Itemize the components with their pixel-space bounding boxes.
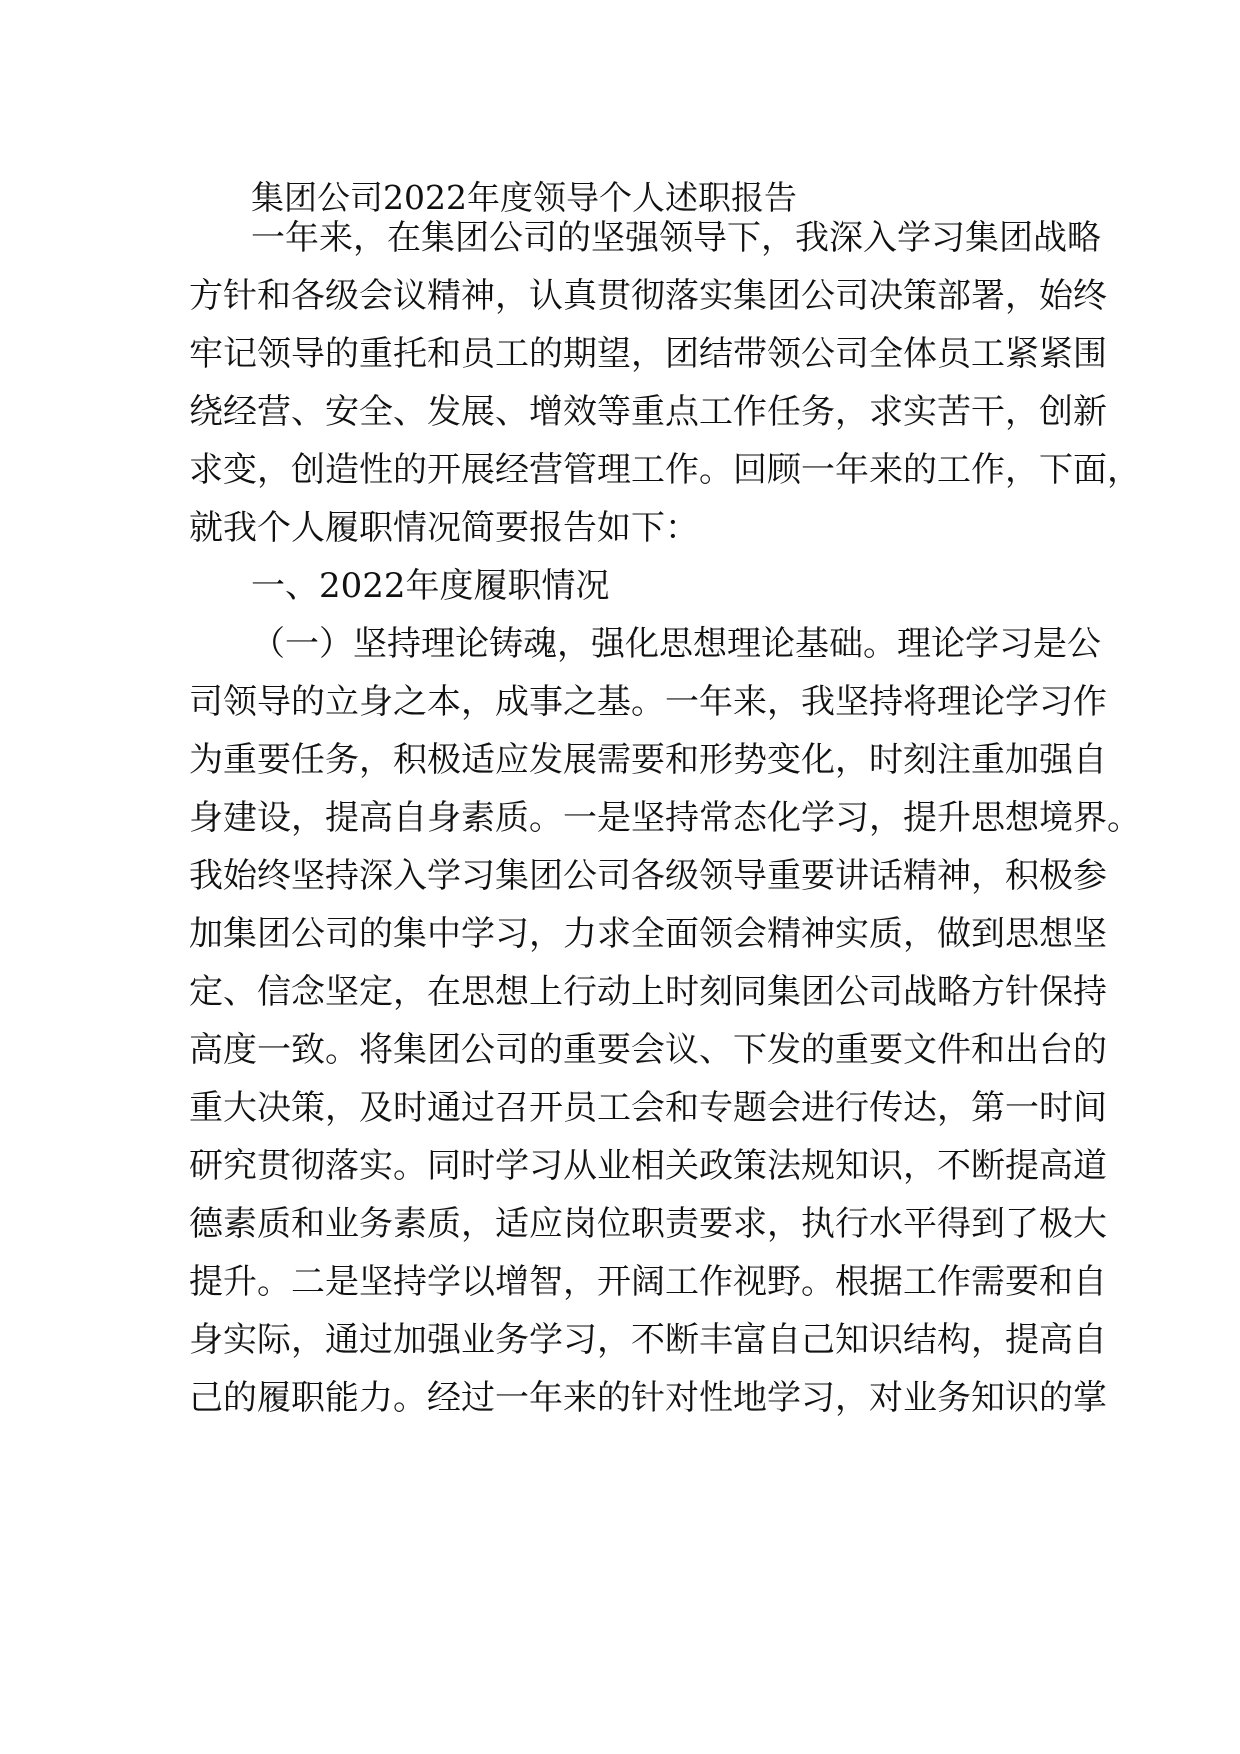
paragraph-line: 求变，创造性的开展经营管理工作。回顾一年来的工作，下面， [189, 450, 1141, 490]
paragraph-line: 研究贯彻落实。同时学习从业相关政策法规知识，不断提高道 [189, 1146, 1107, 1186]
paragraph-line: 重大决策，及时通过召开员工会和专题会进行传达，第一时间 [189, 1088, 1107, 1128]
paragraph-line: 一年来，在集团公司的坚强领导下，我深入学习集团战略 [251, 218, 1101, 258]
paragraph-line: 我始终坚持深入学习集团公司各级领导重要讲话精神，积极参 [189, 856, 1107, 896]
paragraph-line: （一）坚持理论铸魂，强化思想理论基础。理论学习是公 [251, 624, 1101, 664]
paragraph-line: 司领导的立身之本，成事之基。一年来，我坚持将理论学习作 [189, 682, 1107, 722]
section-heading: 一、2022年度履职情况 [251, 566, 610, 606]
paragraph-line: 提升。二是坚持学以增智，开阔工作视野。根据工作需要和自 [189, 1262, 1107, 1302]
paragraph-line: 德素质和业务素质，适应岗位职责要求，执行水平得到了极大 [189, 1204, 1107, 1244]
paragraph-line: 高度一致。将集团公司的重要会议、下发的重要文件和出台的 [189, 1030, 1107, 1070]
paragraph-line: 方针和各级会议精神，认真贯彻落实集团公司决策部署，始终 [189, 276, 1107, 316]
paragraph-line: 为重要任务，积极适应发展需要和形势变化，时刻注重加强自 [189, 740, 1107, 780]
paragraph-line: 加集团公司的集中学习，力求全面领会精神实质，做到思想坚 [189, 914, 1107, 954]
paragraph-line: 牢记领导的重托和员工的期望，团结带领公司全体员工紧紧围 [189, 334, 1107, 374]
paragraph-line: 绕经营、安全、发展、增效等重点工作任务，求实苦干，创新 [189, 392, 1107, 432]
paragraph-line: 定、信念坚定，在思想上行动上时刻同集团公司战略方针保持 [189, 972, 1107, 1012]
paragraph-line: 就我个人履职情况简要报告如下： [189, 508, 699, 548]
paragraph-line: 身实际，通过加强业务学习，不断丰富自己知识结构，提高自 [189, 1320, 1107, 1360]
document-title: 集团公司2022年度领导个人述职报告 [251, 178, 797, 217]
paragraph-line: 身建设，提高自身素质。一是坚持常态化学习，提升思想境界。 [189, 798, 1141, 838]
paragraph-line: 己的履职能力。经过一年来的针对性地学习，对业务知识的掌 [189, 1378, 1107, 1418]
